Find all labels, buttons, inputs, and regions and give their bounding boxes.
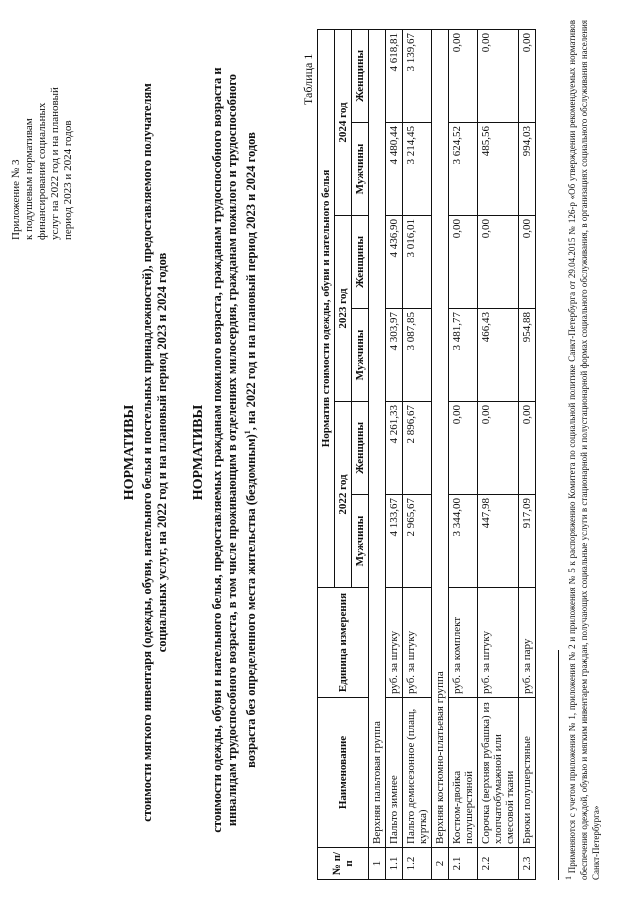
table-caption: Таблица 1 bbox=[301, 53, 315, 105]
row-num: 1 bbox=[369, 848, 386, 880]
value-cell: 0,00 bbox=[449, 402, 478, 495]
value-cell: 0,00 bbox=[519, 402, 536, 495]
value-cell: 4 303,97 bbox=[386, 309, 403, 402]
row-name: Сорочка (верхняя рубашка) из хлопчатобумажной или смесовой ткани bbox=[478, 698, 519, 848]
value-cell: 0,00 bbox=[519, 216, 536, 309]
footnote-ref: 1 bbox=[243, 430, 252, 435]
appendix-note bbox=[10, 10, 75, 240]
row-num: 2.3 bbox=[519, 848, 536, 880]
value-cell: 0,00 bbox=[478, 29, 519, 122]
appendix-line: период 2023 и 2024 годов bbox=[62, 120, 74, 240]
women-header: Женщины bbox=[352, 29, 369, 122]
col-unit-header: Единица измерения bbox=[318, 588, 369, 698]
row-num: 2 bbox=[432, 848, 449, 880]
value-cell: 3 481,77 bbox=[449, 309, 478, 402]
value-cell: 485,56 bbox=[478, 123, 519, 216]
value-cell: 3 139,67 bbox=[403, 29, 432, 122]
row-unit: руб. за комплект bbox=[449, 588, 478, 698]
col-num-header: № п/п bbox=[318, 848, 369, 880]
footnote-divider bbox=[558, 650, 559, 880]
value-cell: 3 214,45 bbox=[403, 123, 432, 216]
table-row bbox=[478, 29, 519, 879]
value-cell: 954,88 bbox=[519, 309, 536, 402]
row-group-name: Верхняя костюмно-платьевая группа bbox=[432, 29, 449, 847]
table-row bbox=[519, 29, 536, 879]
row-name: Костюм-двойка полушерстяной bbox=[449, 698, 478, 848]
value-cell: 4 261,33 bbox=[386, 402, 403, 495]
value-cell: 994,03 bbox=[519, 123, 536, 216]
page-title: НОРМАТИВЫ bbox=[122, 404, 137, 501]
row-name: Пальто демисезонное (плащ, куртка) bbox=[403, 698, 432, 848]
value-cell: 0,00 bbox=[519, 29, 536, 122]
section-subtitle bbox=[210, 50, 259, 850]
appendix-line: услуг на 2022 год и на плановый bbox=[49, 87, 61, 240]
row-unit: руб. за штуку bbox=[403, 588, 432, 698]
row-unit: руб. за штуку bbox=[478, 588, 519, 698]
value-cell: 3 087,85 bbox=[403, 309, 432, 402]
table-row bbox=[449, 29, 478, 879]
value-cell: 3 016,01 bbox=[403, 216, 432, 309]
value-cell: 466,43 bbox=[478, 309, 519, 402]
value-cell: 917,09 bbox=[519, 495, 536, 588]
row-name: Пальто зимнее bbox=[386, 698, 403, 848]
norms-table bbox=[317, 29, 536, 880]
row-group-name: Верхняя пальтовая группа bbox=[369, 29, 386, 847]
value-cell: 0,00 bbox=[449, 216, 478, 309]
appendix-line: финансирования социальных bbox=[36, 102, 48, 240]
table-row bbox=[369, 29, 386, 879]
section-title: НОРМАТИВЫ bbox=[191, 404, 206, 501]
value-cell: 2 896,67 bbox=[403, 402, 432, 495]
section-subtitle-text: стоимости одежды, обуви и нательного белья, предоставляемых гражданам пожилого возраста, гражданам трудоспособного возраста и инвалидам трудоспособного возраста, в том числе проживающим в отделениях милосердия, гражданам пожилого и трудоспособного возраста без определенного места жительства (бездомным) bbox=[210, 67, 259, 833]
table-row bbox=[386, 29, 403, 879]
table-row bbox=[403, 29, 432, 879]
row-unit: руб. за штуку bbox=[386, 588, 403, 698]
row-num: 2.2 bbox=[478, 848, 519, 880]
footnote bbox=[563, 20, 602, 880]
row-num: 1.1 bbox=[386, 848, 403, 880]
appendix-line: к подушевым нормативам bbox=[23, 118, 35, 240]
women-header: Женщины bbox=[352, 402, 369, 495]
year-header: 2024 год bbox=[335, 29, 352, 215]
value-cell: 0,00 bbox=[478, 402, 519, 495]
col-norm-header: Норматив стоимости одежды, обуви и нательного белья bbox=[318, 29, 335, 587]
value-cell: 0,00 bbox=[478, 216, 519, 309]
row-unit: руб. за пару bbox=[519, 588, 536, 698]
page-subtitle: стоимости мягкого инвентаря (одежды, обуви, нательного белья и постельных принадлежностей), предоставляемого получателям социальных услуг, на 2022 год и на плановый период 2023 и 2024 годов bbox=[140, 83, 169, 822]
value-cell: 4 480,44 bbox=[386, 123, 403, 216]
value-cell: 3 344,00 bbox=[449, 495, 478, 588]
footnote-text: Применяются с учетом приложения № 1, приложения № 2 и приложения № 5 к распоряжению Комитета по социальной политике Санкт-Петербурга от 29.04.2015 № 126-р «Об утверждении рекомендуемых нормативов обеспечения одеждой, обувью и мягким инвентарем граждан, получающих социальные услуги в стационарной и полустационарной формах социального обслуживания, в организациях социального обслуживания населения Санкт-Петербурга» bbox=[567, 19, 601, 880]
table-row bbox=[432, 29, 449, 879]
value-cell: 4 618,81 bbox=[386, 29, 403, 122]
year-header: 2022 год bbox=[335, 402, 352, 588]
appendix-line: Приложение № 3 bbox=[10, 159, 22, 240]
men-header: Мужчины bbox=[352, 123, 369, 216]
men-header: Мужчины bbox=[352, 309, 369, 402]
women-header: Женщины bbox=[352, 216, 369, 309]
value-cell: 2 965,67 bbox=[403, 495, 432, 588]
row-num: 2.1 bbox=[449, 848, 478, 880]
section-subtitle-end: , на 2022 год и на плановый период 2023 и 2024 годов bbox=[244, 132, 259, 431]
value-cell: 4 436,90 bbox=[386, 216, 403, 309]
row-name: Брюки полушерстяные bbox=[519, 698, 536, 848]
value-cell: 0,00 bbox=[449, 29, 478, 122]
row-num: 1.2 bbox=[403, 848, 432, 880]
men-header: Мужчины bbox=[352, 495, 369, 588]
value-cell: 3 624,52 bbox=[449, 123, 478, 216]
footnote-mark: 1 bbox=[564, 876, 573, 880]
value-cell: 447,98 bbox=[478, 495, 519, 588]
col-name-header: Наименование bbox=[318, 698, 369, 848]
value-cell: 4 133,67 bbox=[386, 495, 403, 588]
year-header: 2023 год bbox=[335, 216, 352, 402]
